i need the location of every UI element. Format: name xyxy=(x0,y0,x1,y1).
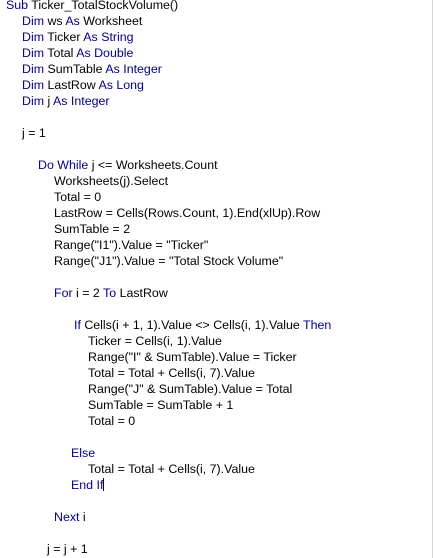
code-token: Range("I" & SumTable).Value = Ticker xyxy=(88,350,297,364)
keyword-token: Dim xyxy=(22,14,45,28)
code-token: j xyxy=(44,94,53,108)
code-line[interactable] xyxy=(22,29,134,45)
keyword-token: Else xyxy=(71,446,96,460)
code-token: LastRow xyxy=(116,286,168,300)
keyword-token: As xyxy=(105,62,120,76)
code-token: SumTable xyxy=(44,62,106,76)
keyword-token: As xyxy=(65,14,80,28)
keyword-token: For xyxy=(54,286,73,300)
code-token: Total = Total + Cells(i, 7).Value xyxy=(88,462,255,476)
keyword-token: Sub xyxy=(6,0,29,12)
code-token: SumTable = 2 xyxy=(54,222,131,236)
keyword-token: Integer xyxy=(123,62,162,76)
keyword-token: Dim xyxy=(22,62,45,76)
code-token: Ticker_TotalStockVolume() xyxy=(28,0,179,12)
keyword-token: Dim xyxy=(22,78,45,92)
code-token: Ticker xyxy=(44,30,84,44)
code-line[interactable] xyxy=(54,221,130,237)
keyword-token: Next xyxy=(54,510,80,524)
keyword-token: Dim xyxy=(22,30,45,44)
code-line[interactable] xyxy=(74,317,331,333)
code-line[interactable] xyxy=(88,365,255,381)
code-line[interactable] xyxy=(54,285,168,301)
code-line[interactable] xyxy=(6,0,178,13)
code-line[interactable] xyxy=(88,397,233,413)
code-line[interactable] xyxy=(54,173,168,189)
code-token: Total xyxy=(44,46,77,60)
code-token: Total = Total + Cells(i, 7).Value xyxy=(88,366,255,380)
code-line[interactable] xyxy=(71,477,104,493)
keyword-token: If xyxy=(96,478,104,492)
keyword-token: Dim xyxy=(22,46,45,60)
text-cursor xyxy=(103,478,104,491)
code-line[interactable] xyxy=(22,45,133,61)
code-line[interactable] xyxy=(22,77,144,93)
code-line[interactable] xyxy=(22,93,110,109)
keyword-token: Dim xyxy=(22,94,45,108)
code-line[interactable] xyxy=(88,333,222,349)
keyword-token: To xyxy=(103,286,117,300)
code-line[interactable] xyxy=(88,349,297,365)
keyword-token: As xyxy=(76,46,91,60)
code-line[interactable] xyxy=(88,381,292,397)
code-token: LastRow = Cells(Rows.Count, 1).End(xlUp).Row xyxy=(54,206,321,220)
code-line[interactable] xyxy=(71,445,95,461)
code-token: j = j + 1 xyxy=(47,542,88,556)
code-token: Total = 0 xyxy=(54,190,102,204)
code-token: Worksheet xyxy=(79,14,143,28)
code-line[interactable] xyxy=(54,189,101,205)
code-token: j = 1 xyxy=(22,126,46,140)
keyword-token: While xyxy=(57,158,89,172)
keyword-token: Long xyxy=(116,78,144,92)
keyword-token: Double xyxy=(94,46,134,60)
code-token: ws xyxy=(44,14,66,28)
code-token: Cells(i + 1, 1).Value <> Cells(i, 1).Value xyxy=(80,318,303,332)
code-token: Ticker = Cells(i, 1).Value xyxy=(88,334,222,348)
keyword-token: As xyxy=(83,30,98,44)
code-line[interactable] xyxy=(54,253,283,269)
code-line[interactable] xyxy=(54,509,86,525)
code-token: LastRow xyxy=(44,78,99,92)
code-line[interactable] xyxy=(22,13,142,29)
code-token: Worksheets(j).Select xyxy=(54,174,169,188)
keyword-token: Then xyxy=(303,318,332,332)
keyword-token: As xyxy=(98,78,113,92)
code-line[interactable] xyxy=(47,541,88,557)
code-line[interactable] xyxy=(38,157,218,173)
keyword-token: As xyxy=(53,94,68,108)
code-token: j <= Worksheets.Count xyxy=(88,158,218,172)
code-line[interactable] xyxy=(22,61,162,77)
keyword-token: End xyxy=(71,478,94,492)
code-token: Range("J" & SumTable).Value = Total xyxy=(88,382,293,396)
code-token: Range("J1").Value = "Total Stock Volume" xyxy=(54,254,284,268)
keyword-token: If xyxy=(74,318,81,332)
keyword-token: String xyxy=(101,30,134,44)
code-token: i xyxy=(79,510,86,524)
code-line[interactable] xyxy=(88,461,255,477)
code-line[interactable] xyxy=(22,125,46,141)
code-line[interactable] xyxy=(88,413,135,429)
code-token: SumTable = SumTable + 1 xyxy=(88,398,234,412)
code-line[interactable] xyxy=(54,237,208,253)
code-line[interactable] xyxy=(54,205,320,221)
code-token: i = 2 xyxy=(72,286,104,300)
keyword-token: Do xyxy=(38,158,54,172)
code-token: Range("I1").Value = "Ticker" xyxy=(54,238,209,252)
keyword-token: Integer xyxy=(70,94,110,108)
code-token: Total = 0 xyxy=(88,414,136,428)
